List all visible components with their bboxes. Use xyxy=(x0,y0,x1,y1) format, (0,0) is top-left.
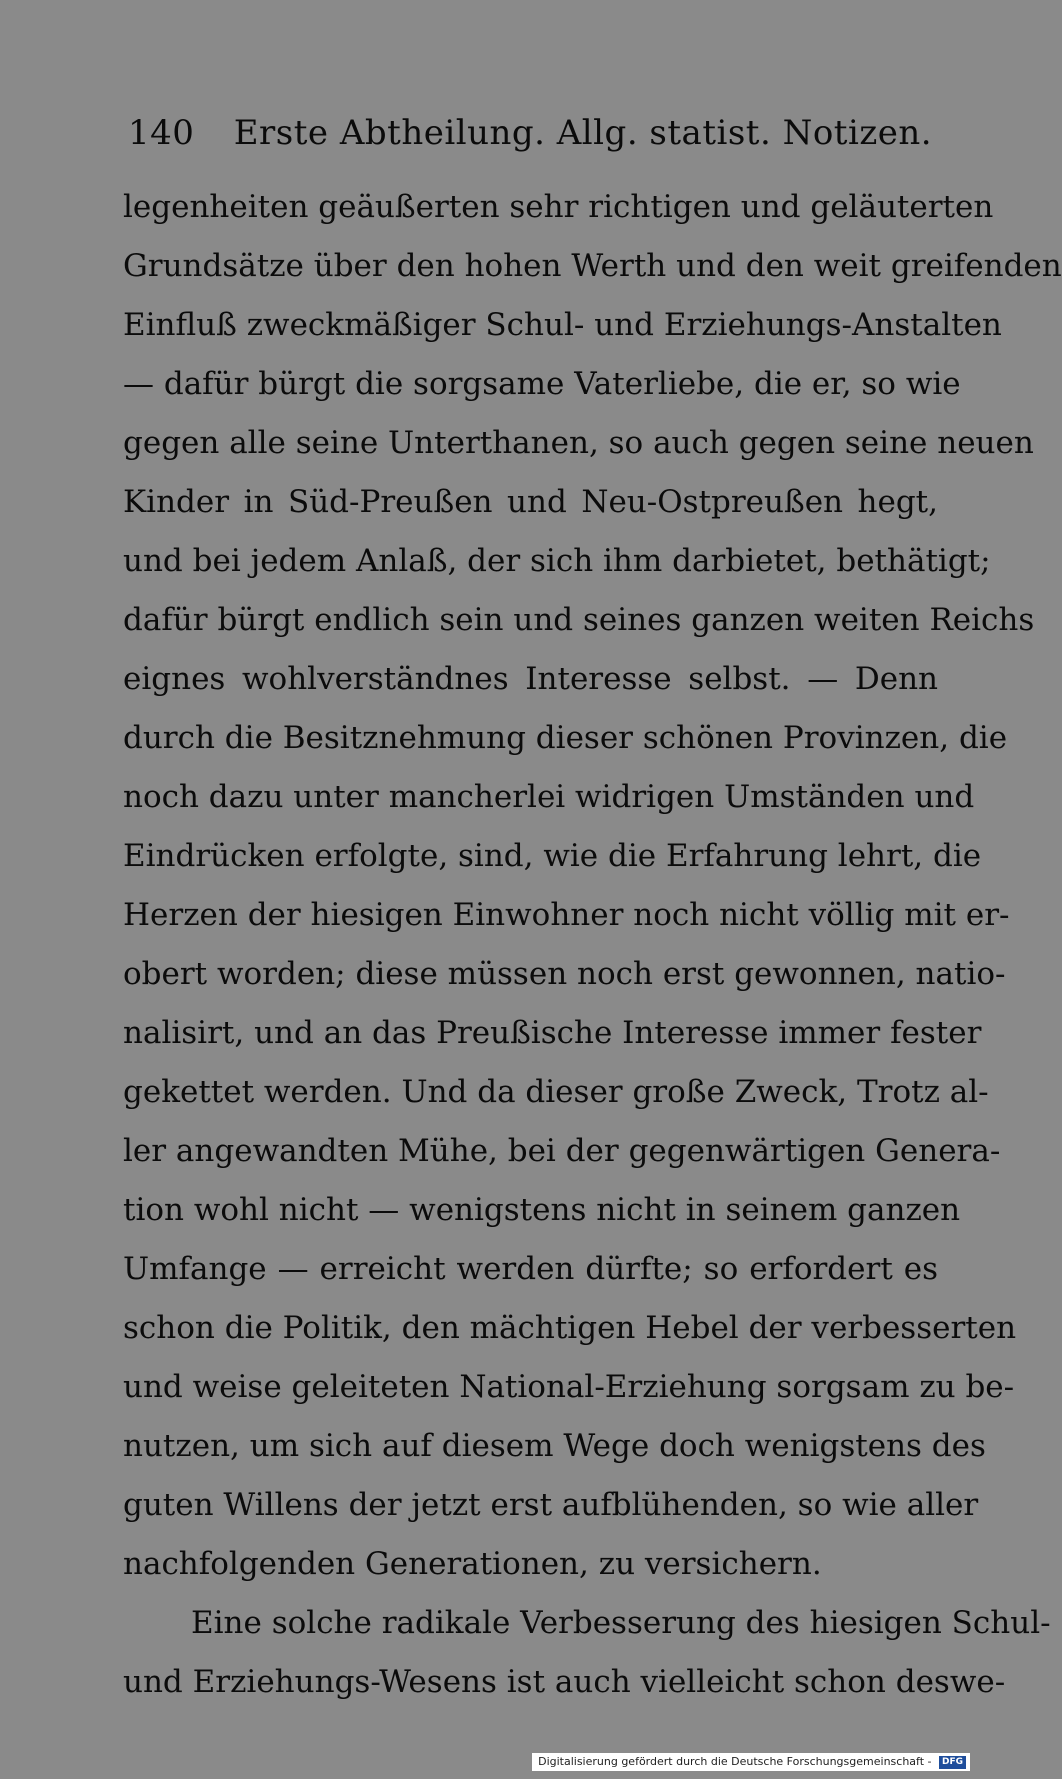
text-line: guten Willens der jetzt erst aufblühenden, so wie aller xyxy=(123,1487,979,1523)
text-line: und weise geleiteten National-Erziehung sorgsam zu be- xyxy=(123,1369,1015,1405)
body-text xyxy=(123,178,1062,1712)
text-line-paragraph-start: Eine solche radikale Verbesserung des hiesigen Schul- xyxy=(191,1605,1051,1641)
page-number: 140 xyxy=(128,113,195,153)
text-line: obert worden; diese müssen noch erst gewonnen, natio- xyxy=(123,956,1006,992)
text-line: nachfolgenden Generationen, zu versichern. xyxy=(123,1546,822,1582)
text-line: Grundsätze über den hohen Werth und den weit greifenden xyxy=(123,248,1062,284)
text-line: noch dazu unter mancherlei widrigen Umständen und xyxy=(123,779,975,815)
page-header xyxy=(128,108,933,158)
text-line: eignes wohlverständnes Interesse selbst. — Denn xyxy=(123,661,938,697)
text-line: und bei jedem Anlaß, der sich ihm darbietet, bethätigt; xyxy=(123,543,991,579)
text-line: schon die Politik, den mächtigen Hebel der verbesserten xyxy=(123,1310,1017,1346)
text-line: Eindrücken erfolgte, sind, wie die Erfahrung lehrt, die xyxy=(123,838,982,874)
text-line: Einfluß zweckmäßiger Schul- und Erziehungs-Anstalten xyxy=(123,307,1002,343)
text-line: ler angewandten Mühe, bei der gegenwärtigen Genera- xyxy=(123,1133,1001,1169)
text-line: und Erziehungs-Wesens ist auch vielleicht schon deswe- xyxy=(123,1664,1006,1700)
text-line: Kinder in Süd-Preußen und Neu-Ostpreußen hegt, xyxy=(123,484,938,520)
running-title: Erste Abtheilung. Allg. statist. Notizen. xyxy=(233,113,933,153)
dfg-logo: DFG xyxy=(939,1756,966,1769)
credit-text: Digitalisierung gefördert durch die Deutsche Forschungsgemeinschaft - xyxy=(538,1755,932,1768)
digitization-credit xyxy=(532,1753,970,1771)
text-line: legenheiten geäußerten sehr richtigen und geläuterten xyxy=(123,189,994,225)
text-line: nalisirt, und an das Preußische Interesse immer fester xyxy=(123,1015,982,1051)
text-line: dafür bürgt endlich sein und seines ganzen weiten Reichs xyxy=(123,602,1035,638)
text-line: durch die Besitznehmung dieser schönen Provinzen, die xyxy=(123,720,1008,756)
text-line: Umfange — erreicht werden dürfte; so erfordert es xyxy=(123,1251,938,1287)
text-line: Herzen der hiesigen Einwohner noch nicht völlig mit er- xyxy=(123,897,1010,933)
text-line: gekettet werden. Und da dieser große Zweck, Trotz al- xyxy=(123,1074,989,1110)
text-line: tion wohl nicht — wenigstens nicht in seinem ganzen xyxy=(123,1192,961,1228)
text-line: nutzen, um sich auf diesem Wege doch wenigstens des xyxy=(123,1428,986,1464)
text-line: gegen alle seine Unterthanen, so auch gegen seine neuen xyxy=(123,425,1034,461)
text-line: — dafür bürgt die sorgsame Vaterliebe, die er, so wie xyxy=(123,366,961,402)
